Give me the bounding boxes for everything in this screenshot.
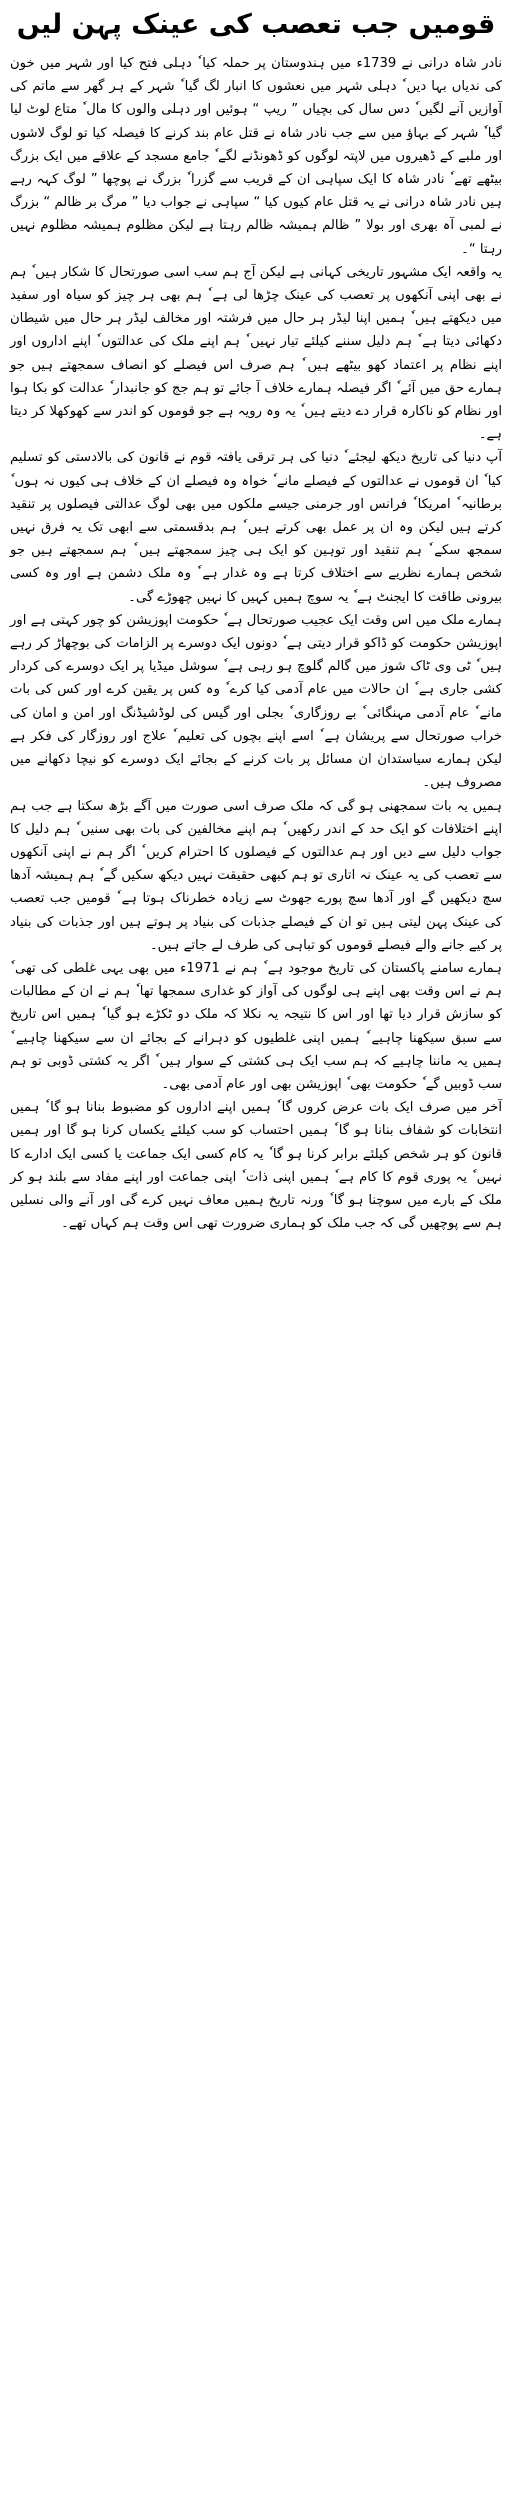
article-paragraph: ہمارے سامنے پاکستان کی تاریخ موجود ہے ٗ ہم نے 1971ء میں بھی یہی غلطی کی تھی ٗ ہم نے اس وقت بھی اپنے ہی لوگوں کی آواز کو غداری سمجھا تھا ٗ ہم نے ان کے مطالبات کو سازش قرار دیا تھا اور اس کا نتیجہ یہ نکلا کہ ملک دو ٹکڑے ہو گیا ٗ ہمیں اس تاریخ سے سبق سیکھنا چاہیے ٗ ہمیں اپنی غلطیوں کو دہرانے کے بجائے ان سے سیکھنا چاہیے ٗ ہمیں یہ ماننا چاہیے کہ ہم سب ایک ہی کشتی کے سوار ہیں ٗ اگر یہ کشتی ڈوبی تو ہم سب ڈوبیں گے ٗ حکومت بھی ٗ اپوزیشن بھی اور عام آدمی بھی۔ xyxy=(10,960,503,1092)
article-paragraph: نادر شاہ درانی نے 1739ء میں ہندوستان پر حملہ کیا ٗ دہلی فتح کیا اور شہر میں خون کی ندیاں بہا دیں ٗ دہلی شہر میں نعشوں کا انبار لگ گیا ٗ شہر کے ہر گھر سے ماتم کی آوازیں آنے لگیں ٗ دس سال کی بچیاں ” ریپ “ ہوئیں اور دہلی والوں کا مال ٗ متاع لوٹ لیا گیا ٗ شہر کے بہاؤ میں سے جب نادر شاہ نے قتل عام بند کرنے کا فیصلہ کیا تو لوگ لاشوں اور ملبے کے ڈھیروں میں لاپتہ لوگوں کو ڈھونڈنے لگے ٗ جامع مسجد کے علاقے میں ایک بزرگ بیٹھے تھے ٗ نادر شاہ کا ایک سپاہی ان کے قریب سے گزرا ٗ بزرگ نے پوچھا ” لوگ کہہ رہے ہیں نادر شاہ درانی نے یہ قتل عام کیوں کیا “ سپاہی نے جواب دیا ” مرگ بر ظالم “ بزرگ نے لمبی آہ بھری اور بولا ” ظالم ہمیشہ ظالم رہتا ہے لیکن مظلوم ہمیشہ مظلوم نہیں رہتا “۔ xyxy=(10,56,502,257)
article-body xyxy=(10,52,502,1235)
article-paragraph: یہ واقعہ ایک مشہور تاریخی کہانی ہے لیکن آج ہم سب اسی صورتحال کا شکار ہیں ٗ ہم نے بھی اپنی آنکھوں پر تعصب کی عینک چڑھا لی ہے ٗ ہم بھی ہر چیز کو سیاہ اور سفید میں دیکھتے ہیں ٗ ہمیں اپنا لیڈر ہر حال میں فرشتہ اور مخالف لیڈر ہر حال میں شیطان دکھائی دیتا ہے ٗ ہم دلیل سننے کیلئے تیار نہیں ٗ ہم اپنے ملک کی عدالتوں ٗ اپنے اداروں اور اپنے نظام پر اعتماد کھو بیٹھے ہیں ٗ ہم صرف اس فیصلے کو انصاف سمجھتے ہیں جو ہمارے حق میں آئے ٗ اگر فیصلہ ہمارے خلاف آ جائے تو ہم جج کو جانبدار ٗ عدالت کو بکا ہوا اور نظام کو ناکارہ قرار دے دیتے ہیں ٗ یہ وہ رویہ ہے جو قوموں کو اندر سے کھوکھلا کر دیتا ہے۔ xyxy=(10,264,502,443)
article-headline: قومیں جب تعصب کی عینک پہن لیں xyxy=(16,9,496,40)
article-paragraph: آپ دنیا کی تاریخ دیکھ لیجئے ٗ دنیا کی ہر ترقی یافتہ قوم نے قانون کی بالادستی کو تسلیم کیا ٗ ان قوموں نے عدالتوں کے فیصلے مانے ٗ خواہ وہ فیصلے ان کے خلاف ہی کیوں نہ ہوں ٗ برطانیہ ٗ امریکا ٗ فرانس اور جرمنی جیسے ملکوں میں بھی لوگ عدالتی فیصلوں پر تنقید کرتے ہیں لیکن وہ ان پر عمل بھی کرتے ہیں ٗ ہم بدقسمتی سے ابھی تک یہ فرق نہیں سمجھ سکے ٗ ہم تنقید اور توہین کو ایک ہی چیز سمجھتے ہیں ٗ ہم سمجھتے ہیں جو شخص ہمارے نظریے سے اختلاف کرتا ہے وہ غدار ہے ٗ وہ ملک دشمن ہے اور وہ کسی بیرونی طاقت کا ایجنٹ ہے ٗ یہ سوچ ہمیں کہیں کا نہیں چھوڑے گی۔ xyxy=(10,450,502,605)
article-paragraph: ہمارے ملک میں اس وقت ایک عجیب صورتحال ہے ٗ حکومت اپوزیشن کو چور کہتی ہے اور اپوزیشن حکومت کو ڈاکو قرار دیتی ہے ٗ دونوں ایک دوسرے پر الزامات کی بوچھاڑ کر رہے ہیں ٗ ٹی وی ٹاک شوز میں گالم گلوچ ہو رہی ہے ٗ سوشل میڈیا پر ایک دوسرے کی کردار کشی جاری ہے ٗ ان حالات میں عام آدمی کیا کرے ٗ وہ کس پر یقین کرے اور کس کی بات مانے ٗ عام آدمی مہنگائی ٗ بے روزگاری ٗ بجلی اور گیس کی لوڈشیڈنگ اور امن و امان کی خراب صورتحال سے پریشان ہے ٗ اسے اپنے بچوں کی تعلیم ٗ علاج اور روزگار کی فکر ہے لیکن ہمارے سیاستدان ان مسائل پر بات کرنے کے بجائے ایک دوسرے کو نیچا دکھانے میں مصروف ہیں۔ xyxy=(10,612,502,791)
article-paragraph: ہمیں یہ بات سمجھنی ہو گی کہ ملک صرف اسی صورت میں آگے بڑھ سکتا ہے جب ہم اپنے اختلافات کو ایک حد کے اندر رکھیں ٗ ہم اپنے مخالفین کی بات بھی سنیں ٗ ہم دلیل کا جواب دلیل سے دیں اور ہم عدالتوں کے فیصلوں کا احترام کریں ٗ اگر ہم نے اپنی آنکھوں سے تعصب کی یہ عینک نہ اتاری تو ہم کبھی حقیقت نہیں دیکھ سکیں گے ٗ ہم ہمیشہ آدھا سچ دیکھیں گے اور آدھا سچ پورے جھوٹ سے زیادہ خطرناک ہوتا ہے ٗ قومیں جب تعصب کی عینک پہن لیتی ہیں تو ان کے فیصلے جذبات کی بنیاد پر ہوتے ہیں اور جذبات کی بنیاد پر کیے جانے والے فیصلے قوموں کو تباہی کی طرف لے جاتے ہیں۔ xyxy=(10,798,502,953)
article-paragraph: آخر میں صرف ایک بات عرض کروں گا ٗ ہمیں اپنے اداروں کو مضبوط بنانا ہو گا ٗ ہمیں انتخابات کو شفاف بنانا ہو گا ٗ ہمیں احتساب کو سب کیلئے یکساں کرنا ہو گا اور ہمیں قانون کو ہر شخص کیلئے برابر کرنا ہو گا ٗ یہ کام کسی ایک جماعت یا کسی ایک ادارے کا نہیں ٗ یہ پوری قوم کا کام ہے ٗ ہمیں اپنی ذات ٗ اپنی جماعت اور اپنے مفاد سے بلند ہو کر ملک کے بارے میں سوچنا ہو گا ٗ ورنہ تاریخ ہمیں معاف نہیں کرے گی اور آنے والی نسلیں ہم سے پوچھیں گی کہ جب ملک کو ہماری ضرورت تھی اس وقت ہم کہاں تھے۔ xyxy=(10,1100,502,1232)
